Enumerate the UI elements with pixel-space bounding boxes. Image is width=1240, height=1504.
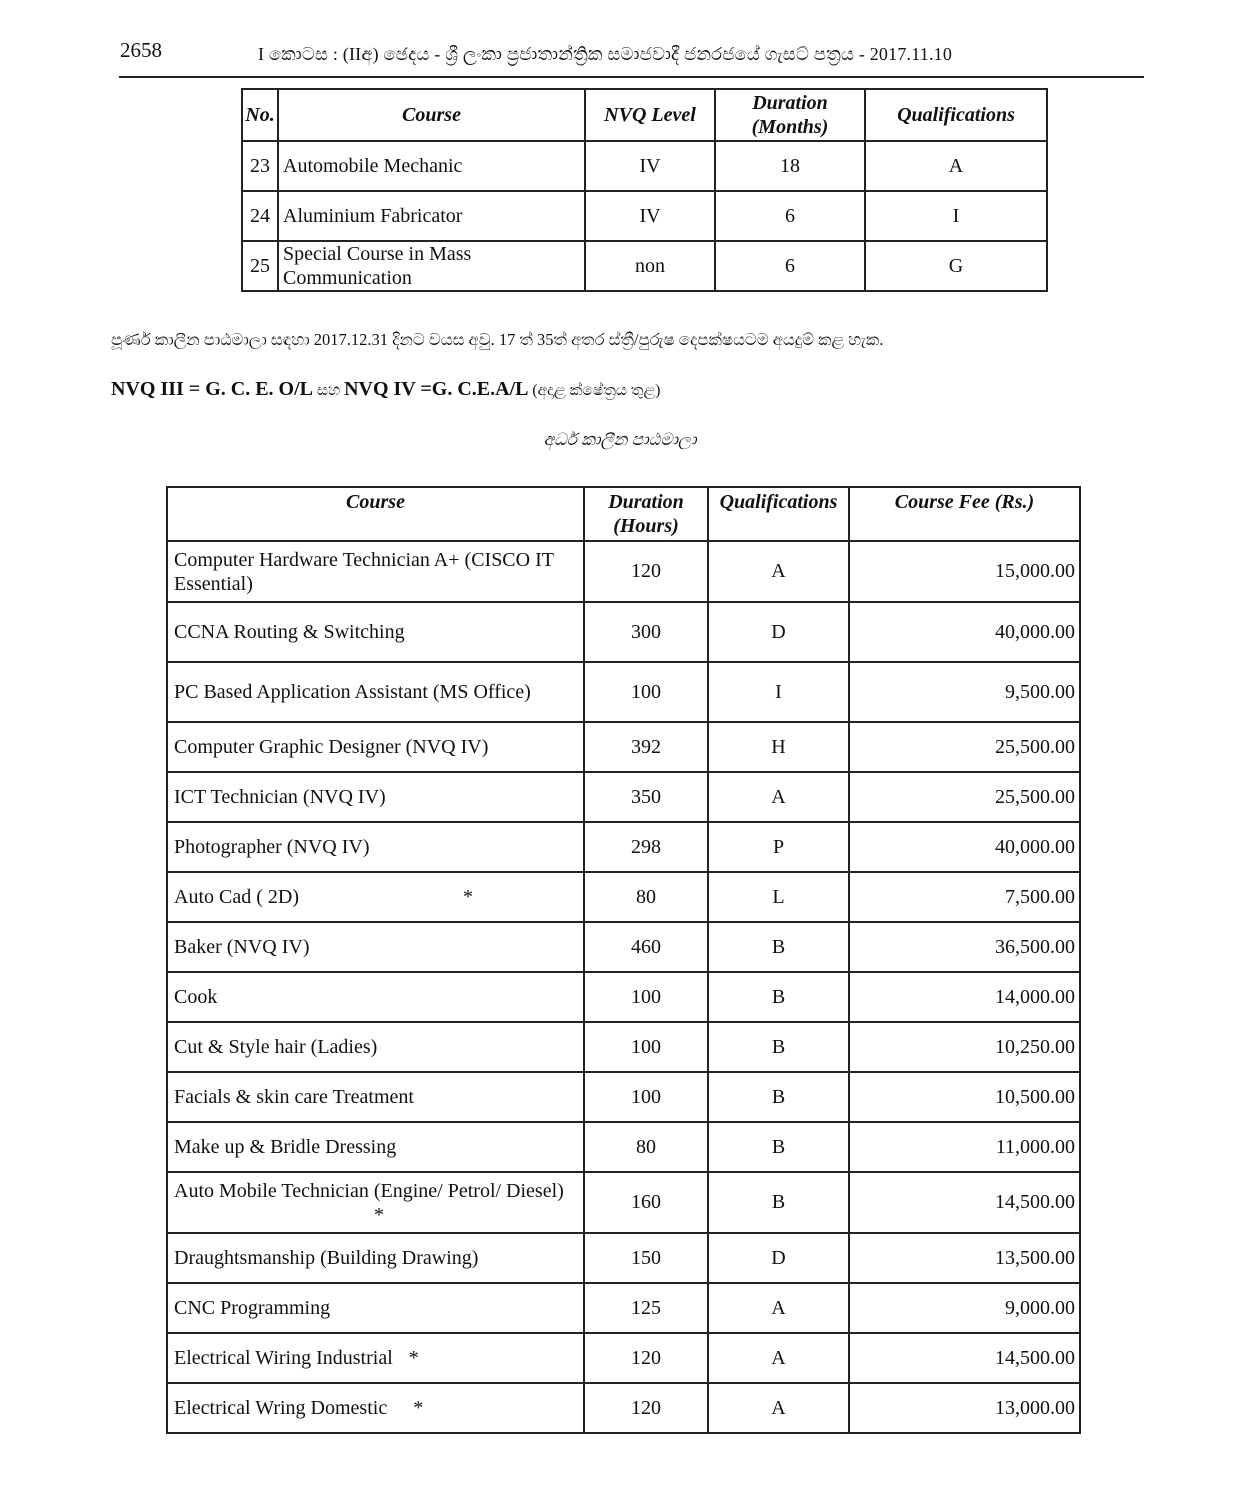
nvq-iii-equivalence: NVQ III = G. C. E. O/L bbox=[111, 378, 313, 400]
course-name-line1: Special Course in Mass bbox=[283, 243, 472, 265]
course-name bbox=[167, 1172, 584, 1233]
course-name: ICT Technician (NVQ IV) bbox=[167, 772, 584, 822]
nvq-level: IV bbox=[585, 141, 715, 191]
qualification: A bbox=[708, 1383, 849, 1433]
table-header-row bbox=[242, 89, 1047, 141]
course-fee: 25,500.00 bbox=[849, 722, 1080, 772]
qualification: A bbox=[708, 541, 849, 602]
course-fee: 9,000.00 bbox=[849, 1283, 1080, 1333]
nvq-equivalence-line bbox=[111, 378, 660, 401]
qualification: B bbox=[708, 922, 849, 972]
table-header-row bbox=[167, 487, 1080, 541]
part-time-courses-table bbox=[166, 486, 1081, 1434]
table-row bbox=[167, 541, 1080, 602]
asterisk-marker: * bbox=[462, 886, 473, 908]
qualification: B bbox=[708, 1172, 849, 1233]
header-duration-line1: Duration bbox=[752, 92, 828, 114]
course-name: Facials & skin care Treatment bbox=[167, 1072, 584, 1122]
row-number: 24 bbox=[242, 191, 278, 241]
duration: 460 bbox=[584, 922, 708, 972]
duration: 120 bbox=[584, 541, 708, 602]
header-course: Course bbox=[278, 89, 585, 141]
qualification: I bbox=[865, 191, 1047, 241]
age-eligibility-note: පූර්ණ කාලීන පාඨමාලා සඳහා 2017.12.31 දිනට වයස අවු. 17 ත් 35ත් අතර ස්ත්‍රී/පුරුෂ දෙපක්ෂයටම අයදුම් කළ හැක. bbox=[111, 330, 884, 349]
qualification: B bbox=[708, 972, 849, 1022]
table-row bbox=[242, 191, 1047, 241]
asterisk-marker: * bbox=[413, 1397, 424, 1419]
course-fee: 13,500.00 bbox=[849, 1233, 1080, 1283]
part-time-section-title: අර්ධ කාලීන පාඨමාලා bbox=[543, 430, 697, 449]
course-name: Cut & Style hair (Ladies) bbox=[167, 1022, 584, 1072]
duration: 120 bbox=[584, 1333, 708, 1383]
course-name-line2: Communication bbox=[283, 267, 412, 289]
duration: 125 bbox=[584, 1283, 708, 1333]
duration: 160 bbox=[584, 1172, 708, 1233]
course-name-text: Auto Cad ( 2D) bbox=[174, 886, 299, 908]
course-name-line2: Essential) bbox=[174, 572, 253, 595]
table-row bbox=[167, 972, 1080, 1022]
table-row bbox=[167, 662, 1080, 722]
table-row bbox=[167, 602, 1080, 662]
course-name: Computer Graphic Designer (NVQ IV) bbox=[167, 722, 584, 772]
duration: 100 bbox=[584, 1072, 708, 1122]
qualification: A bbox=[708, 1283, 849, 1333]
course-name: CCNA Routing & Switching bbox=[167, 602, 584, 662]
course-fee: 40,000.00 bbox=[849, 822, 1080, 872]
qualification: H bbox=[708, 722, 849, 772]
table-row bbox=[167, 1283, 1080, 1333]
table-row bbox=[167, 1233, 1080, 1283]
full-time-courses-table bbox=[241, 88, 1048, 292]
duration: 300 bbox=[584, 602, 708, 662]
table-row bbox=[167, 1022, 1080, 1072]
qualification: B bbox=[708, 1022, 849, 1072]
nvq-iv-equivalence: NVQ IV =G. C.E.A/L bbox=[344, 378, 529, 400]
duration: 80 bbox=[584, 1122, 708, 1172]
qualification: P bbox=[708, 822, 849, 872]
asterisk-marker: * bbox=[408, 1347, 419, 1369]
asterisk-marker: * bbox=[374, 1203, 384, 1226]
duration: 100 bbox=[584, 662, 708, 722]
course-name bbox=[278, 241, 585, 291]
course-fee: 15,000.00 bbox=[849, 541, 1080, 602]
course-fee: 9,500.00 bbox=[849, 662, 1080, 722]
duration: 100 bbox=[584, 1022, 708, 1072]
course-fee: 14,500.00 bbox=[849, 1172, 1080, 1233]
duration: 120 bbox=[584, 1383, 708, 1433]
qualification: A bbox=[708, 1333, 849, 1383]
nvq-field-note: (අදාළ ක්ෂේත්‍රය තුළ) bbox=[528, 382, 661, 399]
course-name: PC Based Application Assistant (MS Office) bbox=[167, 662, 584, 722]
duration: 350 bbox=[584, 772, 708, 822]
course-fee: 10,250.00 bbox=[849, 1022, 1080, 1072]
table-row bbox=[167, 1172, 1080, 1233]
qualification: L bbox=[708, 872, 849, 922]
qualification: B bbox=[708, 1072, 849, 1122]
course-name-line1: Computer Hardware Technician A+ (CISCO IT bbox=[174, 548, 554, 571]
table-row bbox=[167, 1333, 1080, 1383]
course-name: Make up & Bridle Dressing bbox=[167, 1122, 584, 1172]
course-name: Aluminium Fabricator bbox=[278, 191, 585, 241]
qualification: A bbox=[708, 772, 849, 822]
table-row bbox=[167, 722, 1080, 772]
table-row bbox=[167, 822, 1080, 872]
course-fee: 14,500.00 bbox=[849, 1333, 1080, 1383]
course-fee: 14,000.00 bbox=[849, 972, 1080, 1022]
header-duration bbox=[584, 487, 708, 541]
course-name-text: Electrical Wiring Industrial bbox=[174, 1347, 393, 1369]
duration: 18 bbox=[715, 141, 865, 191]
course-name bbox=[167, 872, 584, 922]
header-course: Course bbox=[167, 487, 584, 541]
duration: 392 bbox=[584, 722, 708, 772]
header-duration-line2: (Hours) bbox=[613, 515, 679, 537]
table-row bbox=[242, 241, 1047, 291]
duration: 298 bbox=[584, 822, 708, 872]
nvq-conjunction: සහ bbox=[312, 382, 345, 399]
course-name: Baker (NVQ IV) bbox=[167, 922, 584, 972]
duration: 150 bbox=[584, 1233, 708, 1283]
header-duration-line1: Duration bbox=[608, 491, 684, 513]
page-number: 2658 bbox=[120, 38, 162, 62]
course-name-text: Auto Mobile Technician (Engine/ Petrol/ Diesel) bbox=[174, 1179, 564, 1202]
course-name-text: Electrical Wring Domestic bbox=[174, 1397, 388, 1419]
table-row bbox=[167, 922, 1080, 972]
course-name: Cook bbox=[167, 972, 584, 1022]
header-course-fee: Course Fee (Rs.) bbox=[849, 487, 1080, 541]
table-row bbox=[242, 141, 1047, 191]
course-fee: 10,500.00 bbox=[849, 1072, 1080, 1122]
course-name: CNC Programming bbox=[167, 1283, 584, 1333]
table-row bbox=[167, 872, 1080, 922]
course-fee: 11,000.00 bbox=[849, 1122, 1080, 1172]
row-number: 25 bbox=[242, 241, 278, 291]
table-row bbox=[167, 1072, 1080, 1122]
duration: 100 bbox=[584, 972, 708, 1022]
duration: 6 bbox=[715, 191, 865, 241]
qualification: G bbox=[865, 241, 1047, 291]
table-row bbox=[167, 1383, 1080, 1433]
header-qualifications: Qualifications bbox=[865, 89, 1047, 141]
header-duration bbox=[715, 89, 865, 141]
table-row bbox=[167, 772, 1080, 822]
course-fee: 36,500.00 bbox=[849, 922, 1080, 972]
nvq-level: non bbox=[585, 241, 715, 291]
qualification: D bbox=[708, 1233, 849, 1283]
course-name: Automobile Mechanic bbox=[278, 141, 585, 191]
header-rule bbox=[119, 76, 1144, 78]
qualification: B bbox=[708, 1122, 849, 1172]
duration: 6 bbox=[715, 241, 865, 291]
course-fee: 40,000.00 bbox=[849, 602, 1080, 662]
header-qualifications: Qualifications bbox=[708, 487, 849, 541]
course-fee: 25,500.00 bbox=[849, 772, 1080, 822]
qualification: I bbox=[708, 662, 849, 722]
course-name: Draughtsmanship (Building Drawing) bbox=[167, 1233, 584, 1283]
course-fee: 13,000.00 bbox=[849, 1383, 1080, 1433]
header-duration-line2: (Months) bbox=[751, 116, 829, 138]
table-row bbox=[167, 1122, 1080, 1172]
row-number: 23 bbox=[242, 141, 278, 191]
course-fee: 7,500.00 bbox=[849, 872, 1080, 922]
course-name: Photographer (NVQ IV) bbox=[167, 822, 584, 872]
duration: 80 bbox=[584, 872, 708, 922]
header-no: No. bbox=[242, 89, 278, 141]
course-name bbox=[167, 1333, 584, 1383]
course-name bbox=[167, 541, 584, 602]
qualification: A bbox=[865, 141, 1047, 191]
header-nvq-level: NVQ Level bbox=[585, 89, 715, 141]
course-name bbox=[167, 1383, 584, 1433]
nvq-level: IV bbox=[585, 191, 715, 241]
qualification: D bbox=[708, 602, 849, 662]
gazette-header-title: I කොටස : (IIඅ) ඡෙදය - ශ්‍රී ලංකා ප්‍රජාතාන්ත්‍රික සමාජවාදී ජනරජයේ ගැසට් පත්‍රය - 2017.11.10 bbox=[258, 44, 953, 64]
